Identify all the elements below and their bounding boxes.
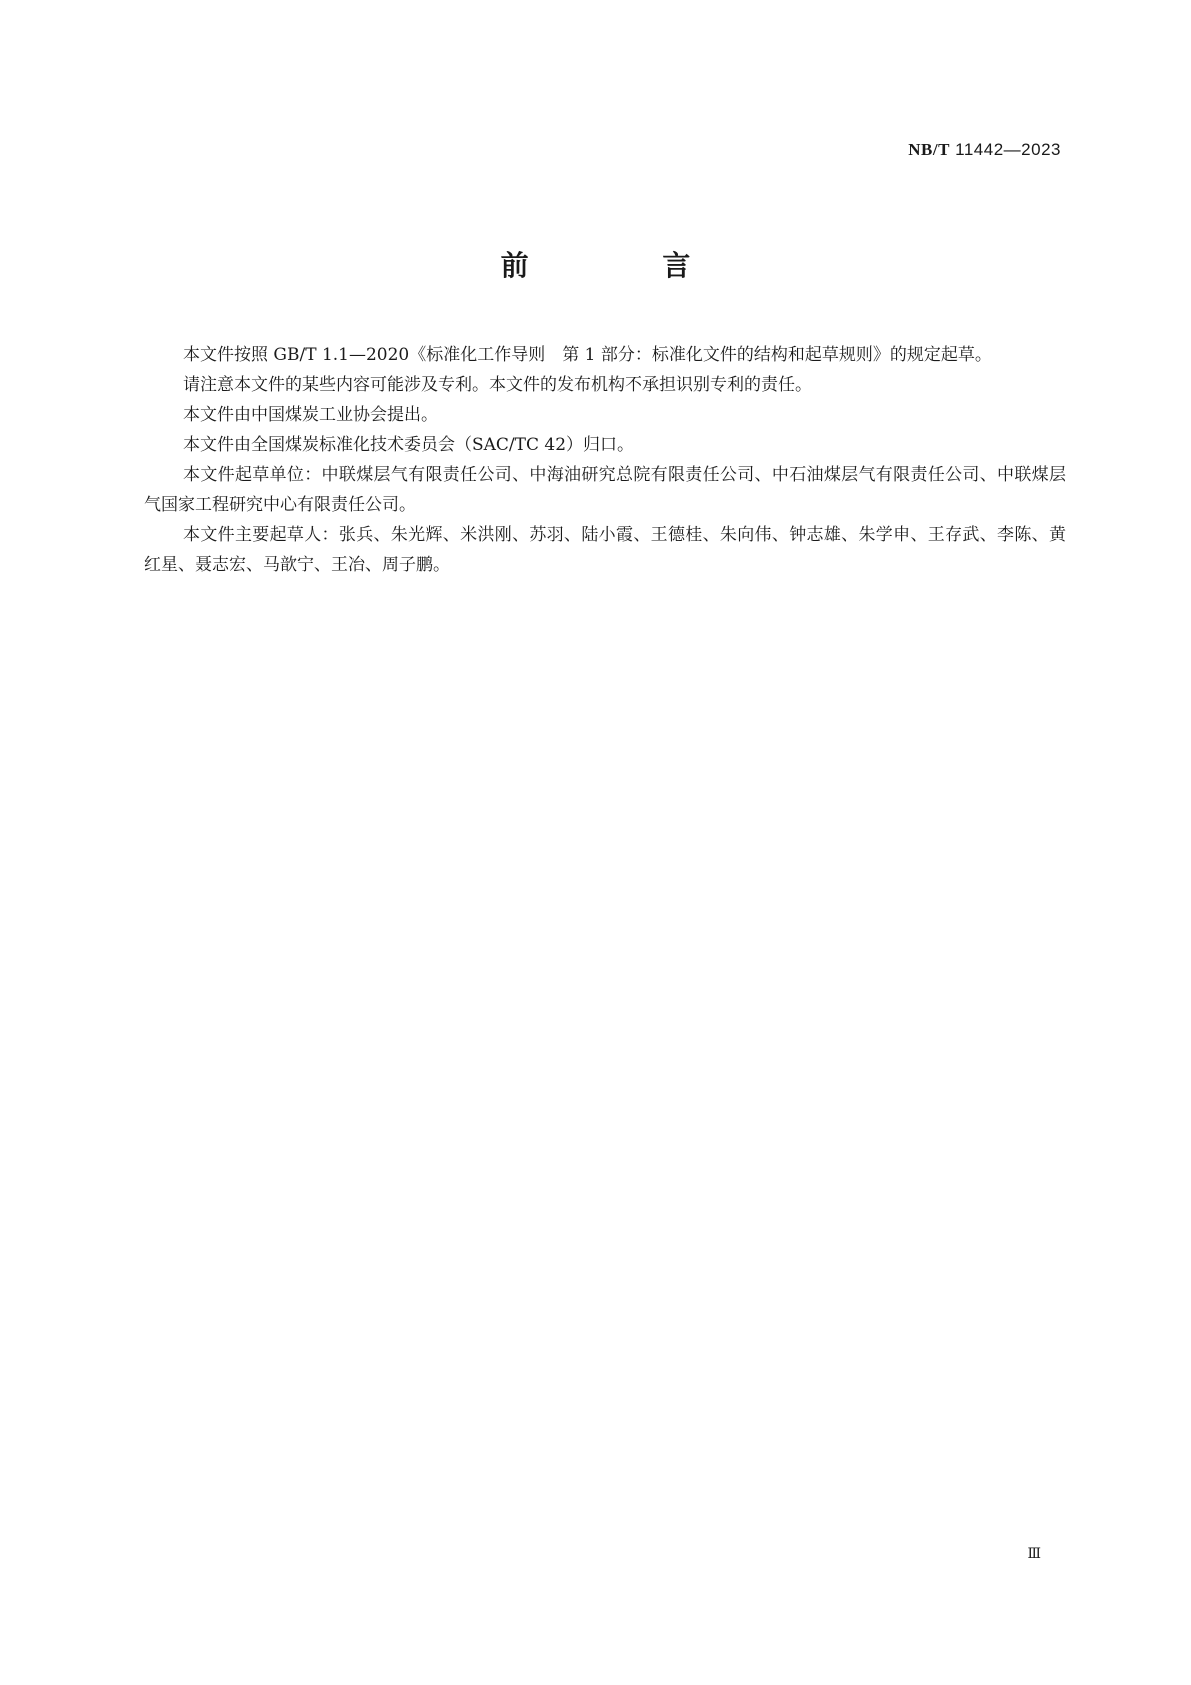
standard-code-number: 11442—2023 — [955, 140, 1061, 159]
preface-body — [144, 340, 1066, 580]
standard-code — [908, 140, 1061, 160]
paragraph-drafters: 本文件主要起草人：张兵、朱光辉、米洪刚、苏羽、陆小霞、王德桂、朱向伟、钟志雄、朱学申、王存武、李陈、黄红星、聂志宏、马歆宁、王冶、周子鹏。 — [144, 525, 1066, 575]
standard-code-prefix: NB/T — [908, 140, 950, 159]
page-number: Ⅲ — [1027, 1546, 1041, 1562]
paragraph-committee: 本文件由全国煤炭标准化技术委员会（SAC/TC 42）归口。 — [183, 435, 635, 455]
paragraph-drafting-rules: 本文件按照 GB/T 1.1—2020《标准化工作导则 第 1 部分：标准化文件的结构和起草规则》的规定起草。 — [183, 345, 992, 365]
paragraph-patent-notice: 请注意本文件的某些内容可能涉及专利。本文件的发布机构不承担识别专利的责任。 — [183, 375, 812, 395]
page-title: 前 言 — [500, 249, 753, 282]
paragraph-proposer: 本文件由中国煤炭工业协会提出。 — [183, 405, 438, 425]
paragraph-drafting-units: 本文件起草单位：中联煤层气有限责任公司、中海油研究总院有限责任公司、中石油煤层气有限责任公司、中联煤层气国家工程研究中心有限责任公司。 — [144, 465, 1066, 515]
